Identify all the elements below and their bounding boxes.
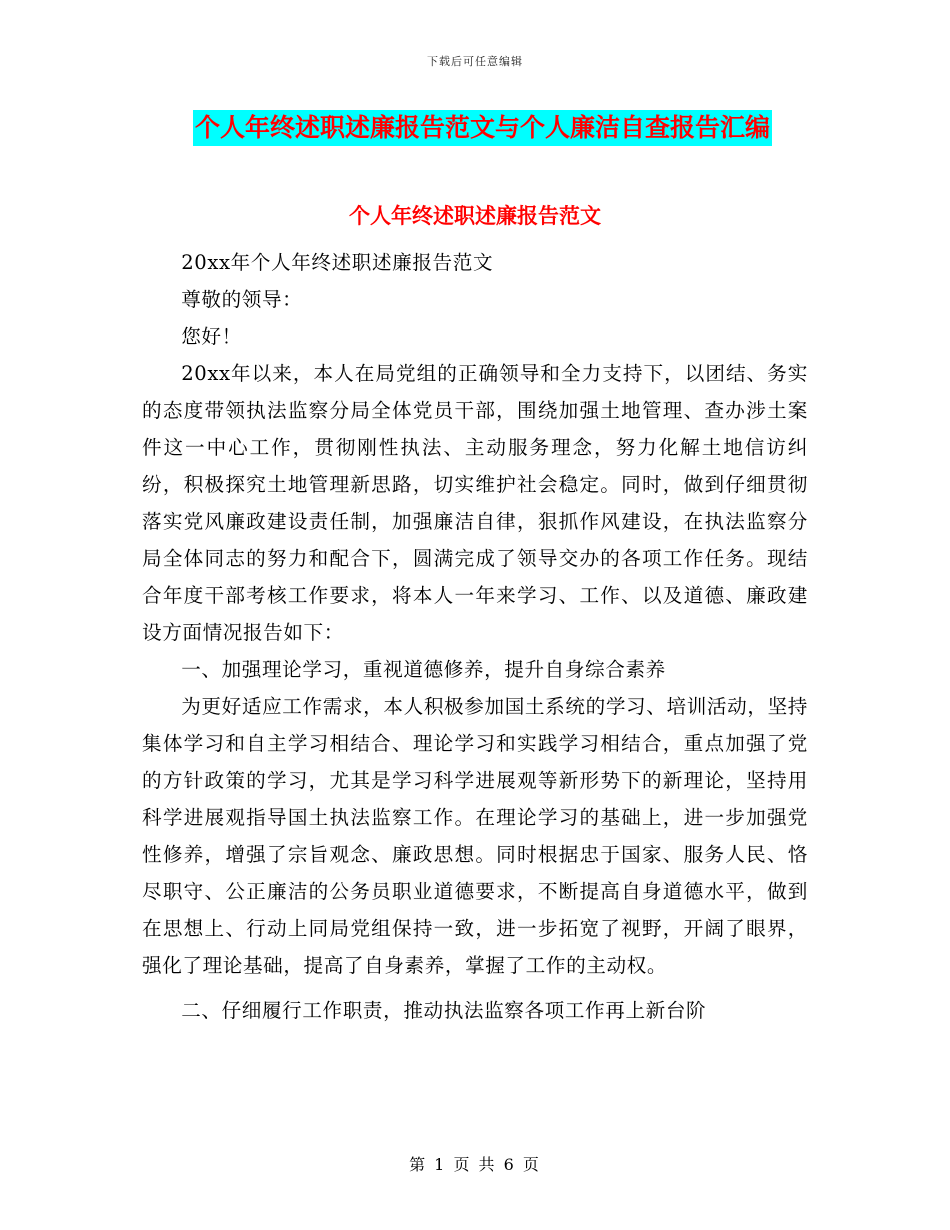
paragraph-section-one: 为更好适应工作需求，本人积极参加国土系统的学习、培训活动，坚持集体学习和自主学习相结合、理论学习和实践学习相结合，重点加强了党的方针政策的学习，尤其是学习科学进展观等新形势下的新理论，坚持用科学进展观指导国土执法监察工作。在理论学习的基础上，进一步加强党性修养，增强了宗旨观念、廉政思想。同时根据忠于国家、服务人民、恪尽职守、公正廉洁的公务员职业道德要求，不断提高自身道德水平，做到在思想上、行动上同局党组保持一致，进一步拓宽了视野，开阔了眼界，强化了理论基础，提高了自身素养，掌握了工作的主动权。 [142, 695, 808, 977]
section-title: 个人年终述职述廉报告范文 [349, 204, 601, 228]
page-footer: 第 1 页 共 6 页 [409, 1155, 541, 1174]
header-note: 下载后可任意编辑 [427, 55, 523, 68]
paragraph-salutation: 尊敬的领导： [181, 288, 303, 311]
heading-section-two: 二、仔细履行工作职责，推动执法监察各项工作再上新台阶 [181, 999, 707, 1022]
paragraph-intro: 20xx年以来，本人在局党组的正确领导和全力支持下，以团结、务实的态度带领执法监察分局全体党员干部，围绕加强土地管理、查办涉土案件这一中心工作，贯彻刚性执法、主动服务理念，努力化解土地信访纠纷，积极探究土地管理新思路，切实维护社会稳定。同时，做到仔细贯彻落实党风廉政建设责任制，加强廉洁自律，狠抓作风建设，在执法监察分局全体同志的努力和配合下，圆满完成了领导交办的各项工作任务。现结合年度干部考核工作要求，将本人一年来学习、工作、以及道德、廉政建设方面情况报告如下： [142, 362, 808, 644]
document-body [142, 220, 808, 1029]
paragraph-report-title: 20xx年个人年终述职述廉报告范文 [181, 251, 494, 274]
heading-section-one: 一、加强理论学习，重视道德修养，提升自身综合素养 [181, 658, 666, 681]
document-title: 个人年终述职述廉报告范文与个人廉洁自查报告汇编 [193, 110, 772, 146]
paragraph-greeting: 您好！ [181, 325, 242, 348]
